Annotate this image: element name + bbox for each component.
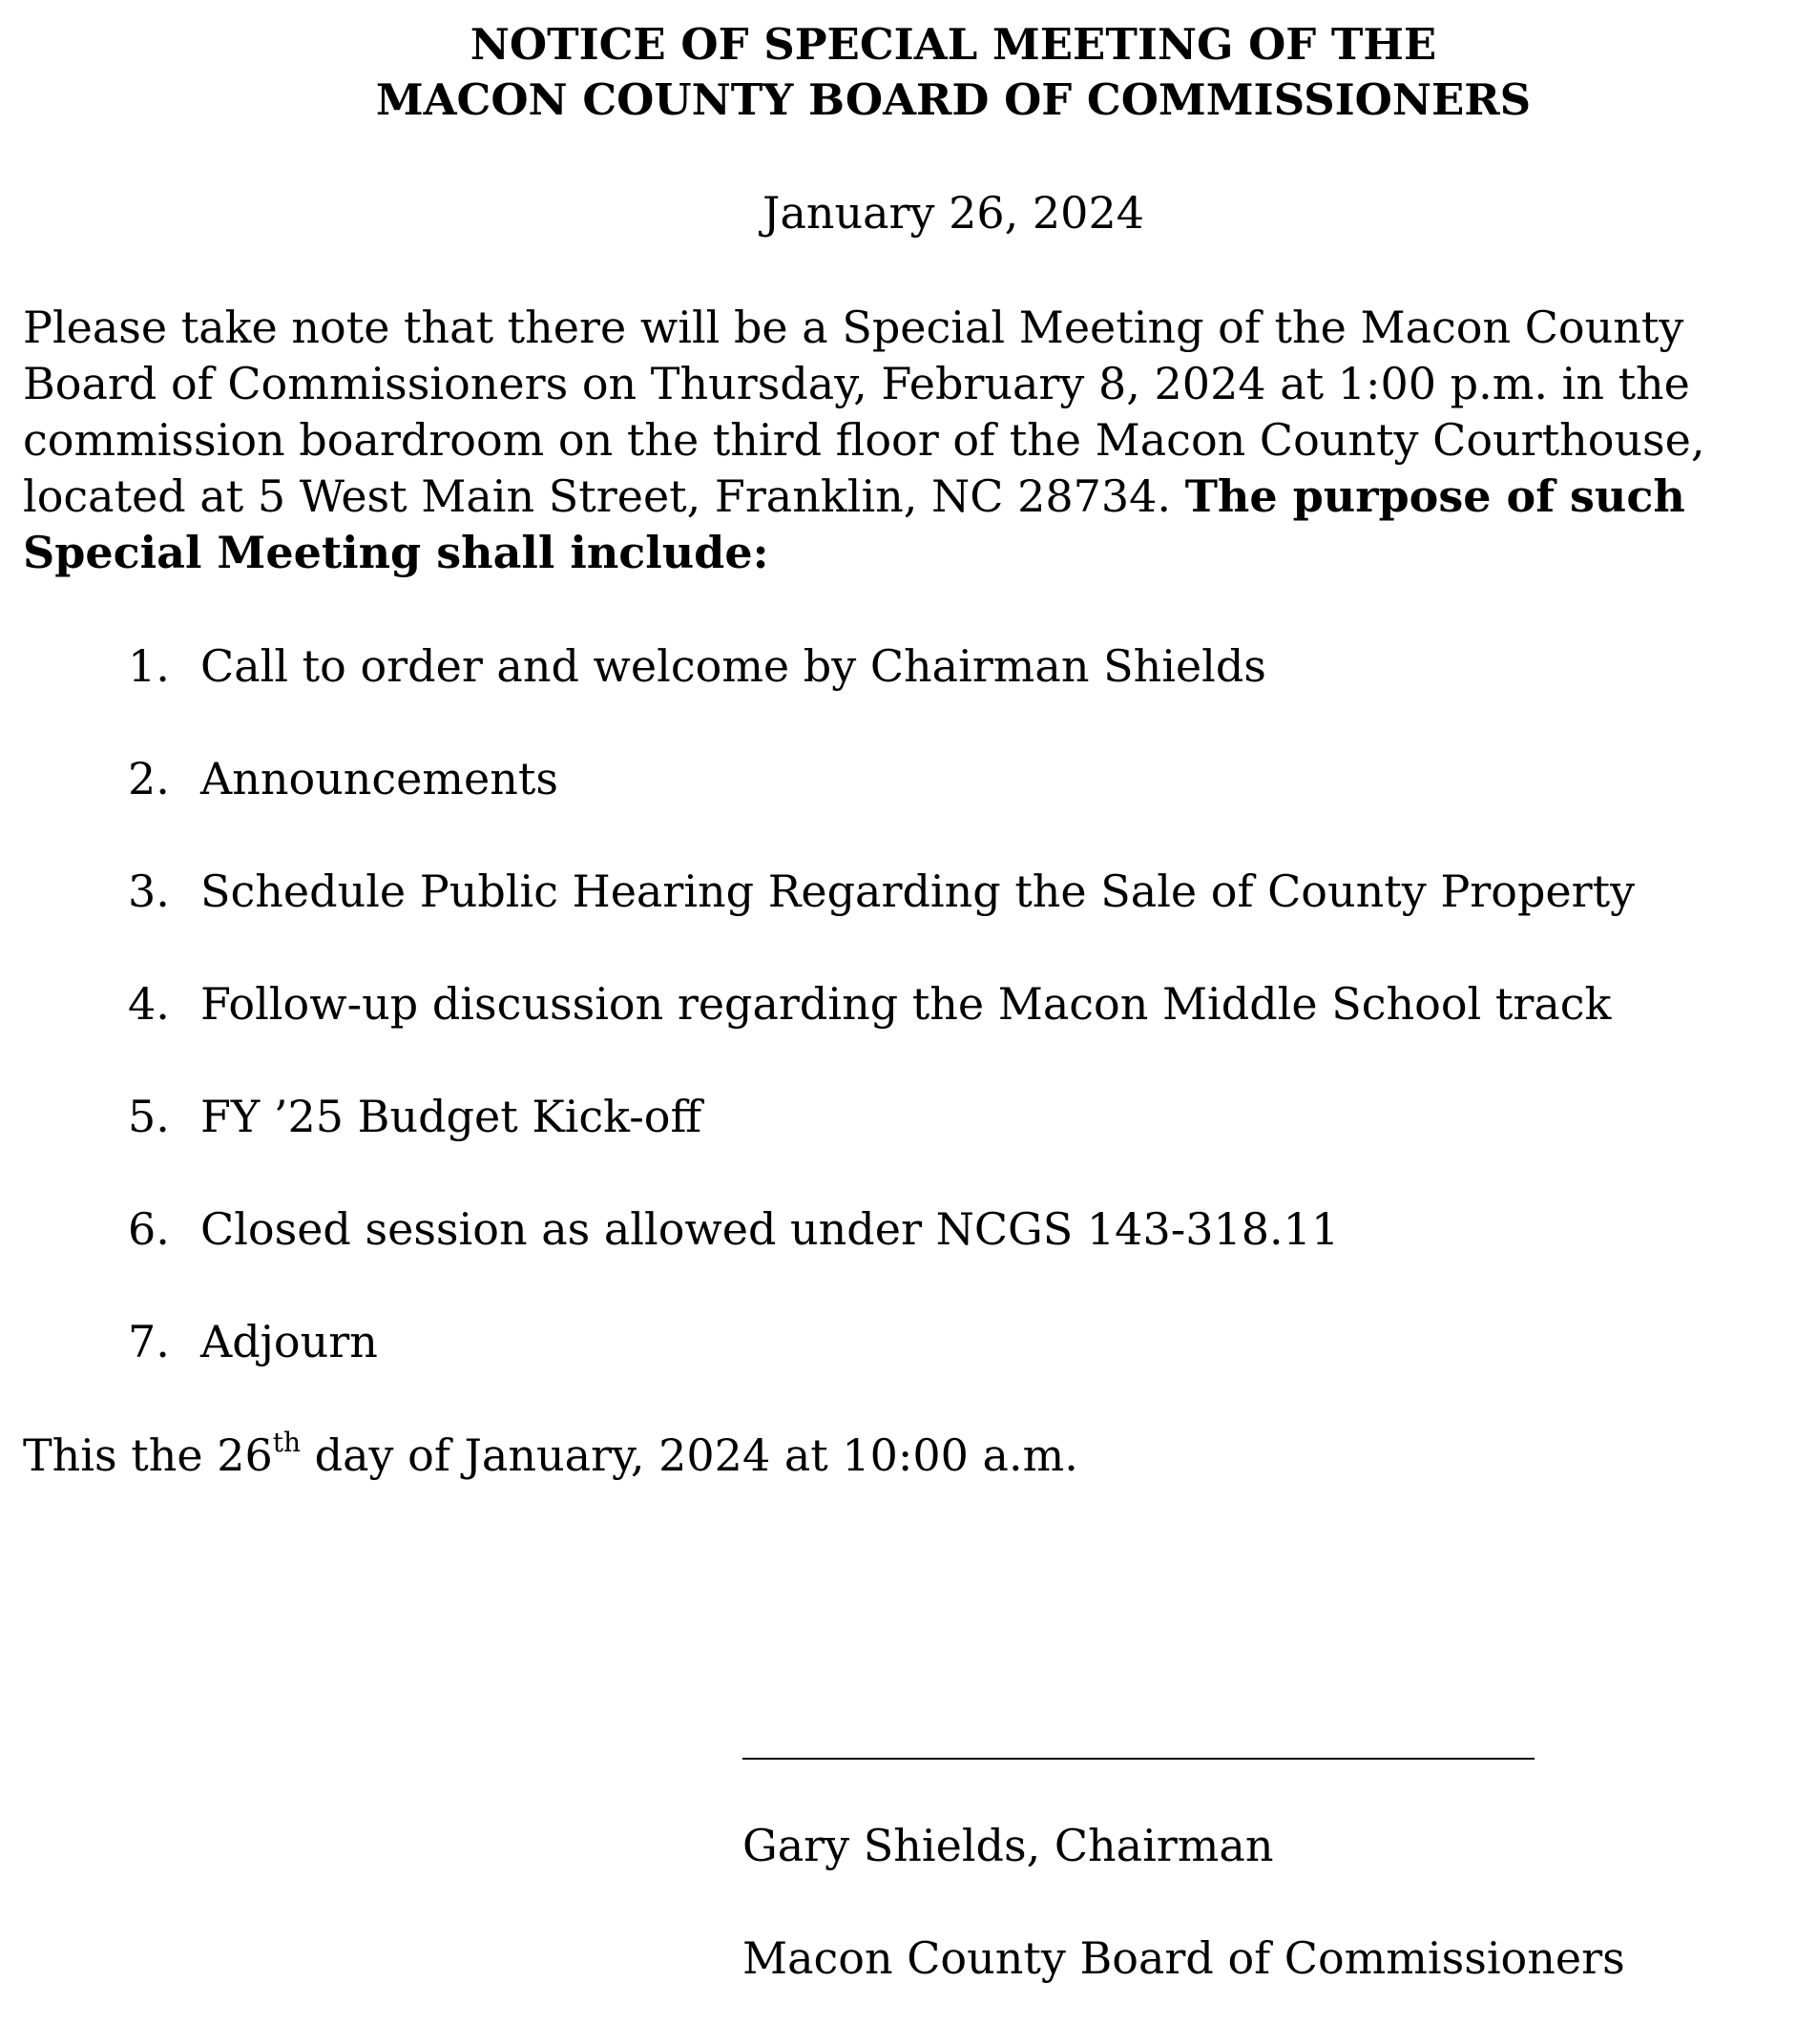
agenda-item-text: Call to order and welcome by Chairman Shields <box>200 640 1266 692</box>
closing-ordinal-suffix: th <box>272 1426 302 1458</box>
agenda-item-text: Announcements <box>200 753 558 804</box>
agenda-item <box>128 1314 378 1369</box>
signer-organization: Macon County Board of Commissioners <box>742 1932 1625 1984</box>
agenda-item <box>128 976 1611 1032</box>
agenda-item <box>128 1089 701 1144</box>
closing-prefix: This the 26 <box>23 1429 273 1481</box>
body-line-4 <box>23 469 1685 524</box>
agenda-item-number: 1. <box>128 640 170 692</box>
agenda-item-number: 3. <box>128 866 170 917</box>
notice-title-line-1: NOTICE OF SPECIAL MEETING OF THE <box>470 19 1437 70</box>
agenda-item-text: Adjourn <box>200 1316 378 1367</box>
agenda-item-text: FY ’25 Budget Kick-off <box>200 1091 702 1142</box>
agenda-item-number: 7. <box>128 1316 170 1367</box>
agenda-item-number: 2. <box>128 753 170 804</box>
agenda-item-text: Schedule Public Hearing Regarding the Sale of County Property <box>200 866 1636 917</box>
body-line-5 <box>23 525 769 580</box>
body-line-1: Please take note that there will be a Special Meeting of the Macon County <box>23 302 1684 353</box>
notice-date: January 26, 2024 <box>762 187 1144 239</box>
closing-suffix: day of January, 2024 at 10:00 a.m. <box>301 1429 1078 1481</box>
agenda-item <box>128 864 1635 919</box>
purpose-heading-end: Special Meeting shall include: <box>23 527 769 578</box>
agenda-item-number: 6. <box>128 1203 170 1255</box>
signer-name: Gary Shields, Chairman <box>742 1820 1274 1871</box>
signature-line <box>742 1758 1535 1760</box>
agenda-item <box>128 1201 1339 1257</box>
body-line-4-text: located at 5 West Main Street, Franklin, NC 28734. <box>23 470 1185 522</box>
body-line-2: Board of Commissioners on Thursday, February 8, 2024 at 1:00 p.m. in the <box>23 358 1690 409</box>
agenda-item <box>128 638 1266 694</box>
agenda-item-text: Follow-up discussion regarding the Macon Middle School track <box>200 978 1612 1030</box>
agenda-item-number: 4. <box>128 978 170 1030</box>
agenda-item-number: 5. <box>128 1091 170 1142</box>
body-line-3: commission boardroom on the third floor of the Macon County Courthouse, <box>23 414 1705 466</box>
purpose-heading-start: The purpose of such <box>1184 470 1685 522</box>
closing-statement <box>23 1428 1078 1483</box>
agenda-item <box>128 751 558 806</box>
notice-title-line-2: MACON COUNTY BOARD OF COMMISSIONERS <box>375 74 1532 125</box>
agenda-item-text: Closed session as allowed under NCGS 143-318.11 <box>200 1203 1340 1255</box>
